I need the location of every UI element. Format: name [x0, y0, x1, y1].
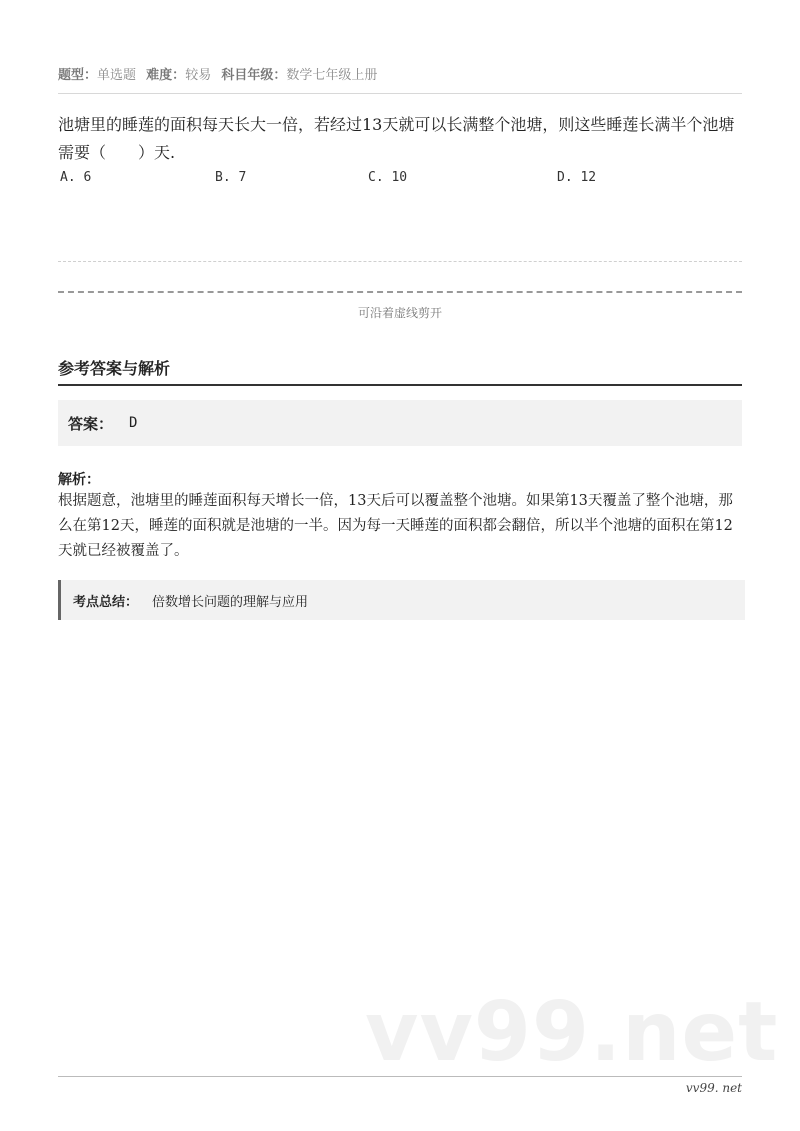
- grade-label: 科目年级：: [221, 68, 287, 83]
- question-meta: [58, 64, 383, 83]
- watermark: vv99.net: [365, 985, 779, 1080]
- summary-label: 考点总结：: [73, 594, 139, 610]
- grade-value: 数学七年级上册: [286, 68, 378, 83]
- footer-divider: [58, 1076, 742, 1077]
- header-divider: [58, 93, 742, 94]
- cut-hint: 可沿着虚线剪开: [357, 306, 442, 320]
- footer-site: vv99. net: [685, 1081, 742, 1095]
- difficulty-label: 难度：: [146, 68, 186, 83]
- answer-label: 答案：: [68, 414, 114, 433]
- analysis-text: 根据题意，池塘里的睡莲面积每天增长一倍，13天后可以覆盖整个池塘。如果第13天覆盖了整个池塘，那么在第12天，睡莲的面积就是池塘的一半。因为每一天睡莲的面积都会翻倍，所以半个池塘的面积在第12天就已经被覆盖了。: [58, 493, 733, 559]
- answer-box: [58, 400, 742, 446]
- cut-line: [58, 291, 742, 293]
- option-a[interactable]: A. 6: [60, 170, 92, 185]
- option-d[interactable]: D. 12: [557, 170, 597, 185]
- summary-box: [58, 580, 745, 620]
- type-value: 单选题: [97, 68, 137, 83]
- answer-value: D: [129, 415, 138, 431]
- question-text: 池塘里的睡莲的面积每天长大一倍，若经过13天就可以长满整个池塘，则这些睡莲长满半个池塘需要（ ）天.: [58, 115, 735, 162]
- answer-section-title: 参考答案与解析: [58, 359, 171, 378]
- type-label: 题型：: [58, 68, 98, 83]
- summary-value: 倍数增长问题的理解与应用: [152, 594, 309, 610]
- difficulty-value: 较易: [185, 68, 212, 83]
- option-b[interactable]: B. 7: [215, 170, 247, 185]
- option-c[interactable]: C. 10: [368, 170, 408, 185]
- answer-space-line: [58, 261, 742, 262]
- section-divider: [58, 384, 742, 386]
- analysis-label: 解析：: [58, 472, 100, 488]
